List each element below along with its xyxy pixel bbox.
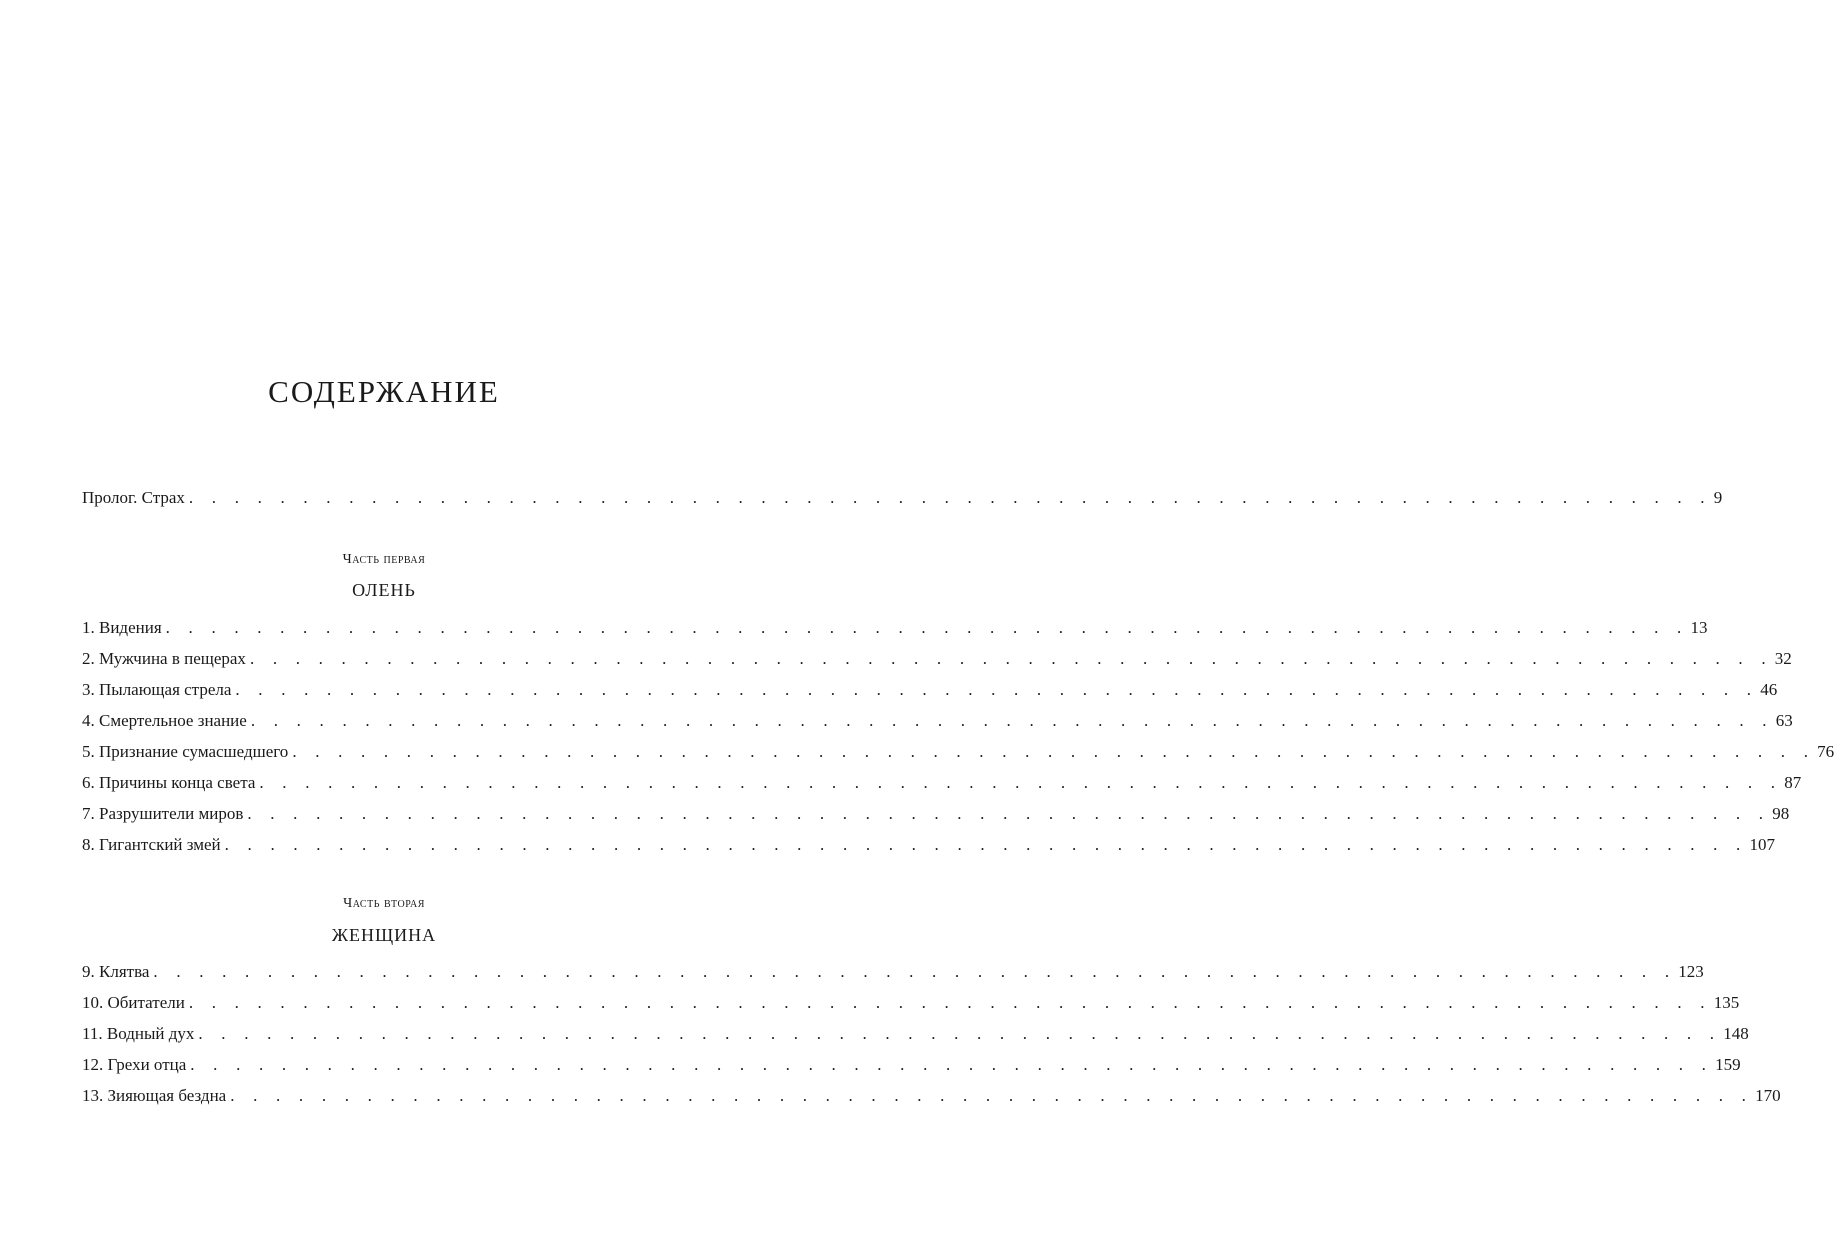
part-one-title: ОЛЕНЬ [352, 580, 416, 600]
toc-entry[interactable] [82, 802, 1790, 826]
dot-leader: . . . . . . . . . . . . . . . . . . . . . . . . . . . . . . . . . . . . . . . . . . . . . . . . . . . . . . . . . . . . . . . . . . . [250, 711, 1774, 730]
entry-label: 2. Мужчина в пещерах [82, 649, 246, 668]
entry-label: Пролог. Страх [82, 488, 185, 507]
toc-entry[interactable] [82, 647, 1792, 671]
entry-label: 1. Видения [82, 618, 162, 637]
toc-entry[interactable] [82, 709, 1793, 733]
dot-leader: . . . . . . . . . . . . . . . . . . . . . . . . . . . . . . . . . . . . . . . . . . . . . . . . . . . . . . . . . . . . . . . . . . . [190, 1055, 1714, 1074]
entry-label: 5. Признание сумасшедшего [82, 742, 289, 761]
entry-label: 8. Гигантский змей [82, 835, 221, 854]
entry-label: 13. Зияющая бездна [82, 1086, 227, 1105]
part-two-label: Часть вторая [343, 896, 425, 911]
entry-page: 13 [1690, 618, 1708, 637]
entry-label: 6. Причины конца света [82, 773, 256, 792]
entry-page: 87 [1784, 773, 1802, 792]
entry-page: 170 [1755, 1086, 1781, 1105]
entry-page: 9 [1713, 488, 1723, 507]
dot-leader: . . . . . . . . . . . . . . . . . . . . . . . . . . . . . . . . . . . . . . . . . . . . . . . . . . . . . . . . . . . . . . . . . . . [188, 488, 1712, 507]
dot-leader: . . . . . . . . . . . . . . . . . . . . . . . . . . . . . . . . . . . . . . . . . . . . . . . . . . . . . . . . . . . . . . . . . . . [292, 742, 1816, 761]
dot-leader: . . . . . . . . . . . . . . . . . . . . . . . . . . . . . . . . . . . . . . . . . . . . . . . . . . . . . . . . . . . . . . . . . . . [198, 1024, 1722, 1043]
entry-page: 135 [1713, 993, 1740, 1012]
entry-label: 12. Грехи отца [82, 1055, 187, 1074]
entry-page: 107 [1749, 835, 1776, 854]
entry-label: 7. Разрушители миров [82, 804, 244, 823]
entry-page: 63 [1775, 711, 1793, 730]
entry-label: 3. Пылающая стрела [82, 680, 232, 699]
entry-label: 4. Смертельное знание [82, 711, 247, 730]
toc-entry-prologue[interactable] [82, 486, 1723, 510]
dot-leader: . . . . . . . . . . . . . . . . . . . . . . . . . . . . . . . . . . . . . . . . . . . . . . . . . . . . . . . . . . . . . . . . . . . [188, 993, 1712, 1012]
entry-page: 32 [1774, 649, 1792, 668]
toc-entry[interactable] [82, 991, 1740, 1015]
entry-label: 10. Обитатели [82, 993, 185, 1012]
entry-page: 98 [1772, 804, 1790, 823]
entry-label: 9. Клятва [82, 962, 150, 981]
part-one-label: Часть первая [342, 552, 426, 567]
toc-entry[interactable] [82, 678, 1778, 702]
toc-entry[interactable] [82, 616, 1708, 640]
toc-entry[interactable] [82, 833, 1776, 857]
dot-leader: . . . . . . . . . . . . . . . . . . . . . . . . . . . . . . . . . . . . . . . . . . . . . . . . . . . . . . . . . . . . . . . . . . . [249, 649, 1773, 668]
dot-leader: . . . . . . . . . . . . . . . . . . . . . . . . . . . . . . . . . . . . . . . . . . . . . . . . . . . . . . . . . . . . . . . . . . . [230, 1086, 1754, 1105]
dot-leader: . . . . . . . . . . . . . . . . . . . . . . . . . . . . . . . . . . . . . . . . . . . . . . . . . . . . . . . . . . . . . . . . . . . [153, 962, 1677, 981]
dot-leader: . . . . . . . . . . . . . . . . . . . . . . . . . . . . . . . . . . . . . . . . . . . . . . . . . . . . . . . . . . . . . . . . . . . [247, 804, 1771, 823]
toc-entry[interactable] [82, 740, 1834, 764]
toc-entry[interactable] [82, 1022, 1749, 1046]
page-title: СОДЕРЖАНИЕ [268, 374, 500, 409]
toc-entry[interactable] [82, 960, 1704, 984]
dot-leader: . . . . . . . . . . . . . . . . . . . . . . . . . . . . . . . . . . . . . . . . . . . . . . . . . . . . . . . . . . . . . . . . . . . [259, 773, 1783, 792]
entry-page: 46 [1760, 680, 1778, 699]
entry-page: 76 [1817, 742, 1834, 761]
toc-entry[interactable] [82, 1084, 1781, 1108]
entry-page: 159 [1715, 1055, 1741, 1074]
toc-entry[interactable] [82, 1053, 1741, 1077]
entry-label: 11. Водный дух [82, 1024, 195, 1043]
dot-leader: . . . . . . . . . . . . . . . . . . . . . . . . . . . . . . . . . . . . . . . . . . . . . . . . . . . . . . . . . . . . . . . . . . . [224, 835, 1748, 854]
part-two-title: ЖЕНЩИНА [331, 925, 437, 945]
entry-page: 123 [1678, 962, 1704, 981]
entry-page: 148 [1723, 1024, 1749, 1043]
toc-entry[interactable] [82, 771, 1802, 795]
dot-leader: . . . . . . . . . . . . . . . . . . . . . . . . . . . . . . . . . . . . . . . . . . . . . . . . . . . . . . . . . . . . . . . . . . . [165, 618, 1689, 637]
dot-leader: . . . . . . . . . . . . . . . . . . . . . . . . . . . . . . . . . . . . . . . . . . . . . . . . . . . . . . . . . . . . . . . . . . . [235, 680, 1759, 699]
